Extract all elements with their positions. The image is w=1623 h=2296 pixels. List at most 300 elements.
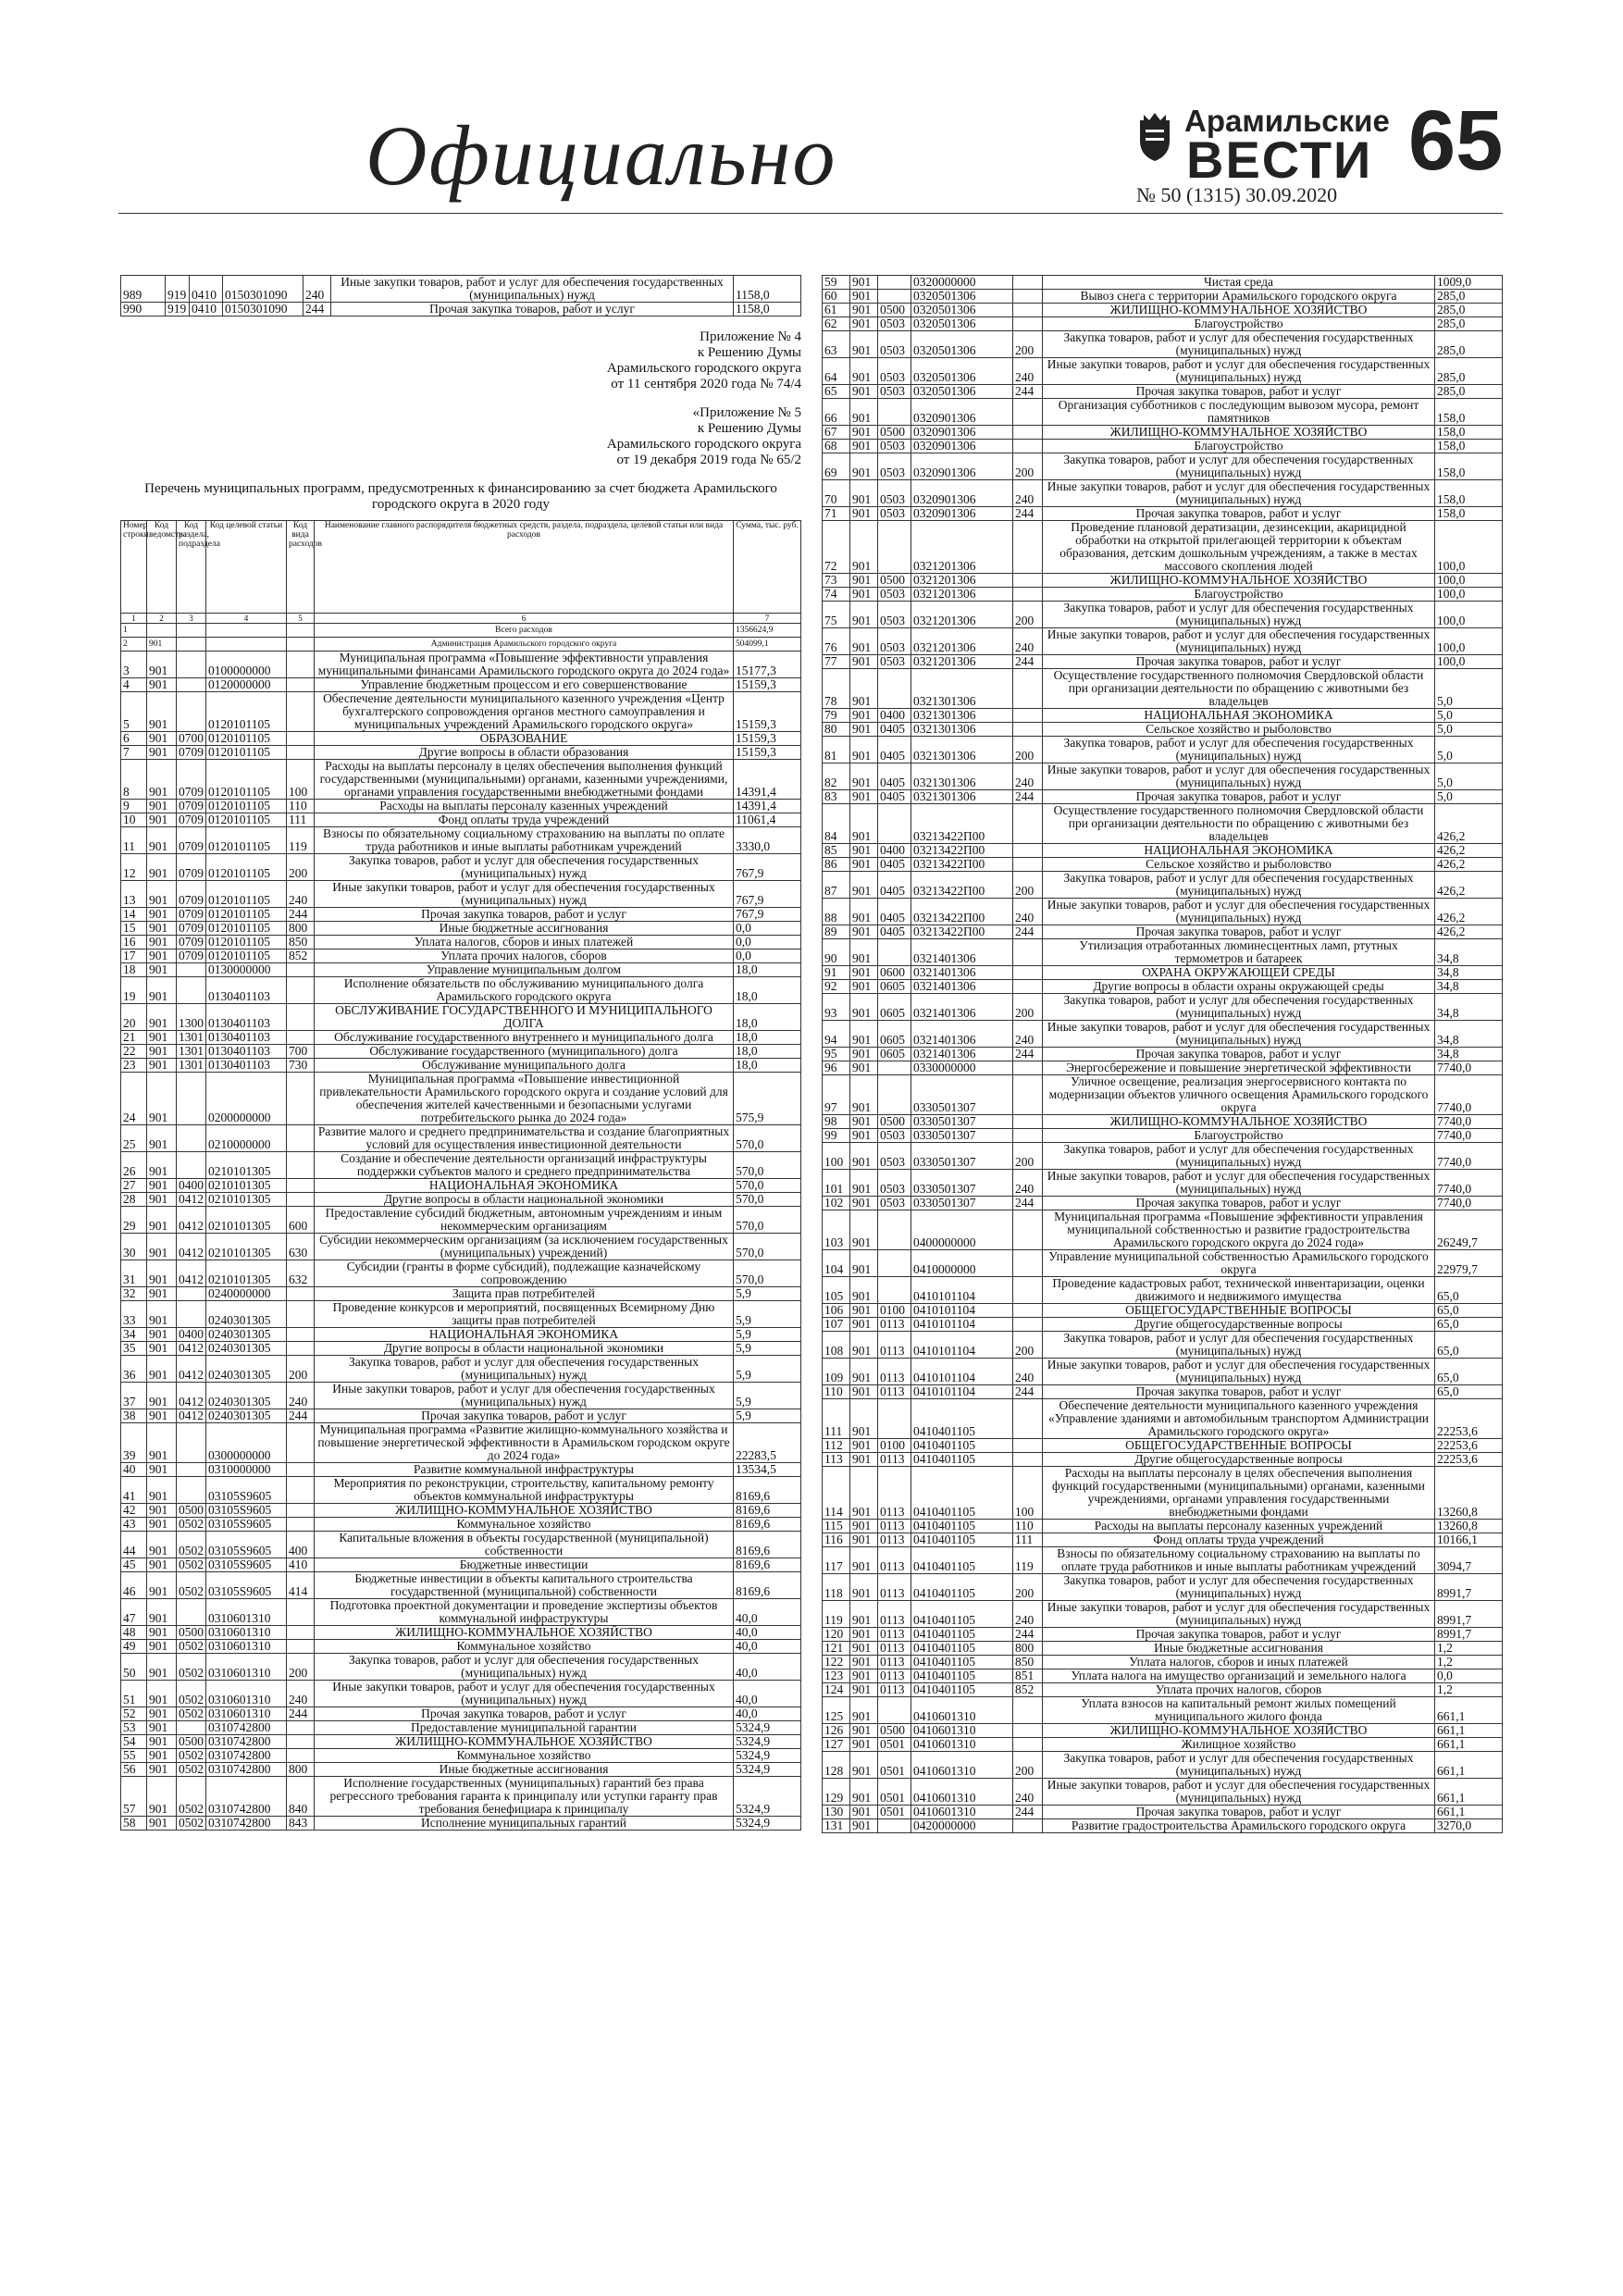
section-code: [878, 1277, 911, 1304]
section-code: 0502: [177, 1681, 206, 1707]
row-name: НАЦИОНАЛЬНАЯ ЭКОНОМИКА: [315, 1328, 734, 1342]
row-name: Другие вопросы в области национальной экономики: [315, 1193, 734, 1207]
row-number: 128: [823, 1752, 850, 1779]
row-sum: 40,0: [734, 1654, 801, 1681]
row-name: Иные закупки товаров, работ и услуг для обеспечения государственных (муниципальных) нужд: [315, 881, 734, 908]
dept-code: 901: [850, 669, 878, 709]
target-code: 03213422П00: [911, 844, 1013, 858]
table-row: [121, 1152, 801, 1179]
table-row: [823, 1359, 1503, 1385]
dept-code: 901: [850, 709, 878, 723]
target-code: 0120101105: [206, 881, 287, 908]
dept-code: 901: [147, 1356, 177, 1383]
dept-code: 901: [147, 692, 177, 732]
target-code: 0330501307: [911, 1197, 1013, 1210]
table-row: [823, 804, 1503, 844]
target-code: 0130401103: [206, 1045, 287, 1059]
row-name: Прочая закупка товаров, работ и услуг: [1043, 385, 1435, 399]
row-number: 97: [823, 1075, 850, 1115]
table-row: [121, 1477, 801, 1504]
row-number: 103: [823, 1210, 850, 1250]
row-name: Энергосбережение и повышение энергетической эффективности: [1043, 1061, 1435, 1075]
header-number: 5: [287, 614, 315, 624]
expense-type: [1013, 858, 1043, 872]
row-sum: 65,0: [1435, 1332, 1503, 1359]
dept-code: 901: [850, 1752, 878, 1779]
row-name: Другие вопросы в области образования: [315, 746, 734, 760]
section-code: 0503: [878, 1143, 911, 1170]
table-row: [121, 1073, 801, 1125]
section-code: 0502: [177, 1749, 206, 1763]
dept-code: 901: [147, 1045, 177, 1059]
row-name: Коммунальное хозяйство: [315, 1749, 734, 1763]
row-name: Иные закупки товаров, работ и услуг для обеспечения государственных (муниципальных) нужд: [1043, 1021, 1435, 1048]
row-sum: 570,0: [734, 1234, 801, 1260]
target-code: 0321301306: [911, 723, 1013, 737]
expense-type: [287, 963, 315, 977]
table-row: [121, 1763, 801, 1777]
row-sum: 14391,4: [734, 760, 801, 800]
dept-code: 901: [850, 1197, 878, 1210]
row-sum: 570,0: [734, 1193, 801, 1207]
expense-type: [1013, 290, 1043, 304]
row-number: 68: [823, 440, 850, 453]
section-code: 0500: [878, 1724, 911, 1738]
row-sum: 7740,0: [1435, 1075, 1503, 1115]
section-code: [177, 652, 206, 678]
row-number: 100: [823, 1143, 850, 1170]
section-code: 0405: [878, 723, 911, 737]
target-code: 0120101105: [206, 949, 287, 963]
dept-code: 901: [147, 760, 177, 800]
row-name: Другие общегосударственные вопросы: [1043, 1318, 1435, 1332]
row-name: ОБСЛУЖИВАНИЕ ГОСУДАРСТВЕННОГО И МУНИЦИПАЛЬНОГО ДОЛГА: [315, 1004, 734, 1031]
row-number: 11: [121, 827, 147, 854]
table-row: [823, 1399, 1503, 1439]
target-code: 0410601310: [911, 1806, 1013, 1819]
header-cell: Код целевой статьи: [206, 521, 287, 614]
expense-type: 240: [304, 276, 331, 303]
section-code: 0502: [177, 1640, 206, 1654]
dept-code: 901: [850, 1021, 878, 1048]
dept-code: 901: [147, 1626, 177, 1640]
dept-code: 901: [850, 304, 878, 317]
row-name: Закупка товаров, работ и услуг для обеспечения государственных (муниципальных) нужд: [315, 1654, 734, 1681]
target-code: 0321201306: [911, 588, 1013, 602]
section-code: 0700: [177, 732, 206, 746]
dept-code: 901: [147, 854, 177, 881]
section-code: 0502: [177, 1817, 206, 1831]
table-row: [121, 1518, 801, 1532]
row-number: 110: [823, 1385, 850, 1399]
target-code: 0130401103: [206, 1059, 287, 1073]
table-row: [121, 1654, 801, 1681]
row-sum: 34,8: [1435, 966, 1503, 980]
row-sum: 5,9: [734, 1409, 801, 1423]
row-name: Управление бюджетным процессом и его совершенствование: [315, 678, 734, 692]
table-row: [823, 1547, 1503, 1574]
target-code: 0410601310: [911, 1724, 1013, 1738]
table-row: [121, 692, 801, 732]
table-row: [121, 624, 801, 638]
target-code: 0321201306: [911, 628, 1013, 655]
row-number: 18: [121, 963, 147, 977]
left-column: [120, 275, 801, 1831]
row-number: 46: [121, 1572, 147, 1599]
target-code: 0150301090: [223, 276, 304, 303]
table-row: [121, 1004, 801, 1031]
section-code: 0113: [878, 1642, 911, 1656]
table-row: [121, 1383, 801, 1409]
row-sum: 5,0: [1435, 723, 1503, 737]
section-code: [878, 1210, 911, 1250]
row-sum: 1,2: [1435, 1656, 1503, 1669]
dept-code: 901: [147, 1654, 177, 1681]
row-sum: 1158,0: [734, 303, 801, 316]
table-row: [121, 652, 801, 678]
expense-type: [1013, 1697, 1043, 1724]
row-number: 24: [121, 1073, 147, 1125]
row-number: 59: [823, 276, 850, 290]
row-name: Закупка товаров, работ и услуг для обеспечения государственных (муниципальных) нужд: [1043, 994, 1435, 1021]
dept-code: 901: [147, 800, 177, 813]
row-name: ОБЩЕГОСУДАРСТВЕННЫЕ ВОПРОСЫ: [1043, 1439, 1435, 1453]
expense-type: [287, 1152, 315, 1179]
target-code: 0321401306: [911, 966, 1013, 980]
target-code: 0320000000: [911, 276, 1013, 290]
row-number: 115: [823, 1520, 850, 1533]
expense-type: 632: [287, 1260, 315, 1287]
row-sum: 767,9: [734, 881, 801, 908]
target-code: 0410000000: [911, 1250, 1013, 1277]
dept-code: 901: [850, 858, 878, 872]
target-code: 0330501307: [911, 1170, 1013, 1197]
row-name: Благоустройство: [1043, 440, 1435, 453]
row-sum: 22979,7: [1435, 1250, 1503, 1277]
expense-type: [1013, 1115, 1043, 1129]
section-code: 0412: [177, 1193, 206, 1207]
target-code: 0310601310: [206, 1640, 287, 1654]
target-code: 0320901306: [911, 399, 1013, 426]
dept-code: 901: [147, 1707, 177, 1721]
row-name: Предоставление муниципальной гарантии: [315, 1721, 734, 1735]
dept-code: 901: [147, 1234, 177, 1260]
section-code: 0709: [177, 949, 206, 963]
dept-code: 901: [850, 385, 878, 399]
brand-line-1: Арамильские: [1184, 104, 1390, 138]
target-code: 0410401105: [911, 1628, 1013, 1642]
dept-code: 901: [850, 1129, 878, 1143]
brand-line-2: ВЕСТИ: [1186, 130, 1373, 189]
target-code: 0320901306: [911, 426, 1013, 440]
row-name: ОБЩЕГОСУДАРСТВЕННЫЕ ВОПРОСЫ: [1043, 1304, 1435, 1318]
expense-type: 240: [1013, 1021, 1043, 1048]
expense-type: 200: [1013, 1574, 1043, 1601]
section-code: 0503: [878, 1197, 911, 1210]
dept-code: 901: [850, 399, 878, 426]
dept-code: 901: [147, 1463, 177, 1477]
expense-type: [287, 638, 315, 652]
row-sum: 426,2: [1435, 858, 1503, 872]
table-row: [121, 1777, 801, 1817]
row-number: 84: [823, 804, 850, 844]
target-code: 0120101105: [206, 813, 287, 827]
section-code: [177, 977, 206, 1004]
row-sum: 158,0: [1435, 399, 1503, 426]
target-code: 0321201306: [911, 602, 1013, 628]
row-sum: 34,8: [1435, 939, 1503, 966]
row-number: 58: [121, 1817, 147, 1831]
dept-code: 901: [850, 1642, 878, 1656]
row-number: 81: [823, 737, 850, 763]
row-name: Жилищное хозяйство: [1043, 1738, 1435, 1752]
table-row: [121, 854, 801, 881]
dept-code: 901: [147, 1179, 177, 1193]
row-number: 23: [121, 1059, 147, 1073]
table-row: [823, 1724, 1503, 1738]
row-sum: 5,9: [734, 1356, 801, 1383]
target-code: 03105S9605: [206, 1518, 287, 1532]
section-code: 0503: [878, 480, 911, 507]
section-code: 0503: [878, 588, 911, 602]
section-code: 0113: [878, 1574, 911, 1601]
section-code: 0709: [177, 908, 206, 922]
table-row: [823, 1304, 1503, 1318]
target-code: 0240301305: [206, 1342, 287, 1356]
dept-code: 901: [147, 1383, 177, 1409]
target-code: 03105S9605: [206, 1477, 287, 1504]
row-number: 43: [121, 1518, 147, 1532]
dept-code: 901: [147, 1125, 177, 1152]
target-code: 0420000000: [911, 1819, 1013, 1833]
target-code: 0330501307: [911, 1075, 1013, 1115]
row-number: 65: [823, 385, 850, 399]
target-code: 0120101105: [206, 922, 287, 936]
table-row: [121, 1409, 801, 1423]
section-code: 0500: [177, 1626, 206, 1640]
row-sum: 7740,0: [1435, 1115, 1503, 1129]
row-sum: 767,9: [734, 908, 801, 922]
row-sum: 661,1: [1435, 1779, 1503, 1806]
section-code: [878, 276, 911, 290]
section-code: [177, 1599, 206, 1626]
row-name: Иные закупки товаров, работ и услуг для обеспечения государственных (муниципальных) нужд: [331, 276, 734, 303]
row-sum: 14391,4: [734, 800, 801, 813]
target-code: 0410101104: [911, 1332, 1013, 1359]
row-sum: 65,0: [1435, 1385, 1503, 1399]
row-name: Коммунальное хозяйство: [315, 1518, 734, 1532]
row-name: Благоустройство: [1043, 1129, 1435, 1143]
expense-type: 200: [1013, 453, 1043, 480]
table-row: [823, 763, 1503, 790]
row-name: Обеспечение деятельности муниципального казенного учреждения «Центр бухгалтерского сопровождения органов местного самоуправления и муниципальных учреждений Арамильского городского округа»: [315, 692, 734, 732]
page-number: 65: [1408, 93, 1504, 188]
row-name: Сельское хозяйство и рыболовство: [1043, 858, 1435, 872]
section-code: 0400: [878, 709, 911, 723]
row-name: Уплата взносов на капитальный ремонт жилых помещений муниципального жилого фонда: [1043, 1697, 1435, 1724]
target-code: 0310742800: [206, 1817, 287, 1831]
table-row: [823, 276, 1503, 290]
row-name: Прочая закупка товаров, работ и услуг: [315, 1707, 734, 1721]
target-code: 0410401105: [911, 1439, 1013, 1453]
expense-type: [1013, 1439, 1043, 1453]
row-name: Другие вопросы в области национальной экономики: [315, 1342, 734, 1356]
table-row: [823, 331, 1503, 358]
expense-type: 200: [1013, 737, 1043, 763]
dept-code: 901: [147, 1477, 177, 1504]
target-code: 0120101105: [206, 732, 287, 746]
dept-code: 901: [850, 1669, 878, 1683]
section-code: 0501: [878, 1779, 911, 1806]
row-number: 2: [121, 638, 147, 652]
expense-type: 800: [1013, 1642, 1043, 1656]
dept-code: 901: [147, 936, 177, 949]
expense-type: [1013, 1061, 1043, 1075]
expense-type: [1013, 980, 1043, 994]
section-code: 0113: [878, 1628, 911, 1642]
row-sum: 15159,3: [734, 692, 801, 732]
row-name: Прочая закупка товаров, работ и услуг: [1043, 655, 1435, 669]
row-name: Развитие градостроительства Арамильского городского округа: [1043, 1819, 1435, 1833]
row-sum: 15159,3: [734, 732, 801, 746]
row-number: 87: [823, 872, 850, 899]
section-code: 0709: [177, 827, 206, 854]
expense-type: [1013, 1724, 1043, 1738]
row-name: Иные закупки товаров, работ и услуг для обеспечения государственных (муниципальных) нужд: [1043, 899, 1435, 925]
dept-code: 901: [147, 908, 177, 922]
table-row: [121, 1260, 801, 1287]
row-sum: 18,0: [734, 1059, 801, 1073]
row-name: ЖИЛИЩНО-КОММУНАЛЬНОЕ ХОЗЯЙСТВО: [315, 1626, 734, 1640]
dept-code: 901: [850, 574, 878, 588]
table-row: [121, 1328, 801, 1342]
row-sum: 570,0: [734, 1125, 801, 1152]
dept-code: 901: [147, 1152, 177, 1179]
target-code: 0320501306: [911, 304, 1013, 317]
row-sum: 22253,6: [1435, 1399, 1503, 1439]
row-name: ОБРАЗОВАНИЕ: [315, 732, 734, 746]
row-name: Бюджетные инвестиции в объекты капитального строительства государственной (муниципальной) собственности: [315, 1572, 734, 1599]
dept-code: 901: [850, 628, 878, 655]
dept-code: 901: [147, 1260, 177, 1287]
target-code: 0130401103: [206, 1004, 287, 1031]
row-number: 57: [121, 1777, 147, 1817]
row-name: Развитие малого и среднего предпринимательства и создание благоприятных условий для осуществления инвестиционной деятельности: [315, 1125, 734, 1152]
section-code: 0503: [878, 1129, 911, 1143]
row-name: Иные бюджетные ассигнования: [315, 922, 734, 936]
row-number: 126: [823, 1724, 850, 1738]
row-sum: 285,0: [1435, 304, 1503, 317]
row-name: Исполнение государственных (муниципальных) гарантий без права регрессного требования гаранта к принципалу или уступки гаранту прав требования бенефициара к принципалу: [315, 1777, 734, 1817]
expense-type: [1013, 1304, 1043, 1318]
expense-type: [287, 732, 315, 746]
row-sum: 570,0: [734, 1179, 801, 1193]
row-sum: 285,0: [1435, 331, 1503, 358]
target-code: 0410401105: [911, 1467, 1013, 1520]
section-code: 0412: [177, 1207, 206, 1234]
target-code: 0310601310: [206, 1654, 287, 1681]
row-sum: 18,0: [734, 1004, 801, 1031]
row-name: Прочая закупка товаров, работ и услуг: [315, 1409, 734, 1423]
table-row: [121, 732, 801, 746]
target-code: 0330501307: [911, 1143, 1013, 1170]
table-row: [121, 1423, 801, 1463]
row-number: 76: [823, 628, 850, 655]
expense-type: [1013, 844, 1043, 858]
section-code: 0502: [177, 1777, 206, 1817]
table-row: [823, 723, 1503, 737]
target-code: 03213422П00: [911, 872, 1013, 899]
expense-type: 244: [304, 303, 331, 316]
dept-code: 901: [850, 1628, 878, 1642]
section-code: 0709: [177, 881, 206, 908]
expense-type: 600: [287, 1207, 315, 1234]
table-row: [823, 1669, 1503, 1683]
section-code: 0501: [878, 1752, 911, 1779]
table-row: [823, 1129, 1503, 1143]
section-code: 0405: [878, 925, 911, 939]
header-number: 3: [177, 614, 206, 624]
expense-type: [1013, 574, 1043, 588]
dept-code: 901: [850, 1697, 878, 1724]
row-sum: 661,1: [1435, 1724, 1503, 1738]
row-number: 48: [121, 1626, 147, 1640]
header-cell: Код раздела, подраздела: [177, 521, 206, 614]
table-row: [823, 602, 1503, 628]
row-sum: 11061,4: [734, 813, 801, 827]
table-row: [823, 1048, 1503, 1061]
expense-type: [287, 692, 315, 732]
row-name: Исполнение муниципальных гарантий: [315, 1817, 734, 1831]
target-code: 0210101305: [206, 1234, 287, 1260]
expense-type: 200: [1013, 331, 1043, 358]
section-code: 0503: [878, 602, 911, 628]
target-code: 0240301305: [206, 1301, 287, 1328]
expense-type: 110: [287, 800, 315, 813]
dept-code: 901: [850, 1656, 878, 1669]
table-row: [823, 1738, 1503, 1752]
section-code: 0709: [177, 936, 206, 949]
row-sum: 7740,0: [1435, 1143, 1503, 1170]
target-code: 0410101104: [911, 1318, 1013, 1332]
table-row: [121, 1599, 801, 1626]
row-number: 99: [823, 1129, 850, 1143]
row-name: Администрация Арамильского городского округа: [315, 638, 734, 652]
dept-code: 901: [850, 1533, 878, 1547]
dept-code: 901: [147, 1518, 177, 1532]
section-code: 0405: [878, 763, 911, 790]
row-name: Прочая закупка товаров, работ и услуг: [1043, 1806, 1435, 1819]
row-number: 12: [121, 854, 147, 881]
dept-code: 901: [850, 655, 878, 669]
table-row: [823, 1061, 1503, 1075]
table-row: [121, 1207, 801, 1234]
expense-type: [1013, 669, 1043, 709]
expense-type: [287, 1721, 315, 1735]
expense-type: 119: [287, 827, 315, 854]
dept-code: 901: [147, 949, 177, 963]
row-number: 26: [121, 1152, 147, 1179]
row-name: Обслуживание муниципального долга: [315, 1059, 734, 1073]
row-name: Осуществление государственного полномочия Свердловской области при организации деятельности по обращению с животными без владельцев: [1043, 669, 1435, 709]
section-title: Официально: [365, 108, 837, 203]
row-number: 75: [823, 602, 850, 628]
row-name: Уплата налога на имущество организаций и земельного налога: [1043, 1669, 1435, 1683]
section-code: [177, 624, 206, 638]
row-sum: 7740,0: [1435, 1061, 1503, 1075]
dept-code: 901: [850, 1304, 878, 1318]
row-sum: 13260,8: [1435, 1520, 1503, 1533]
